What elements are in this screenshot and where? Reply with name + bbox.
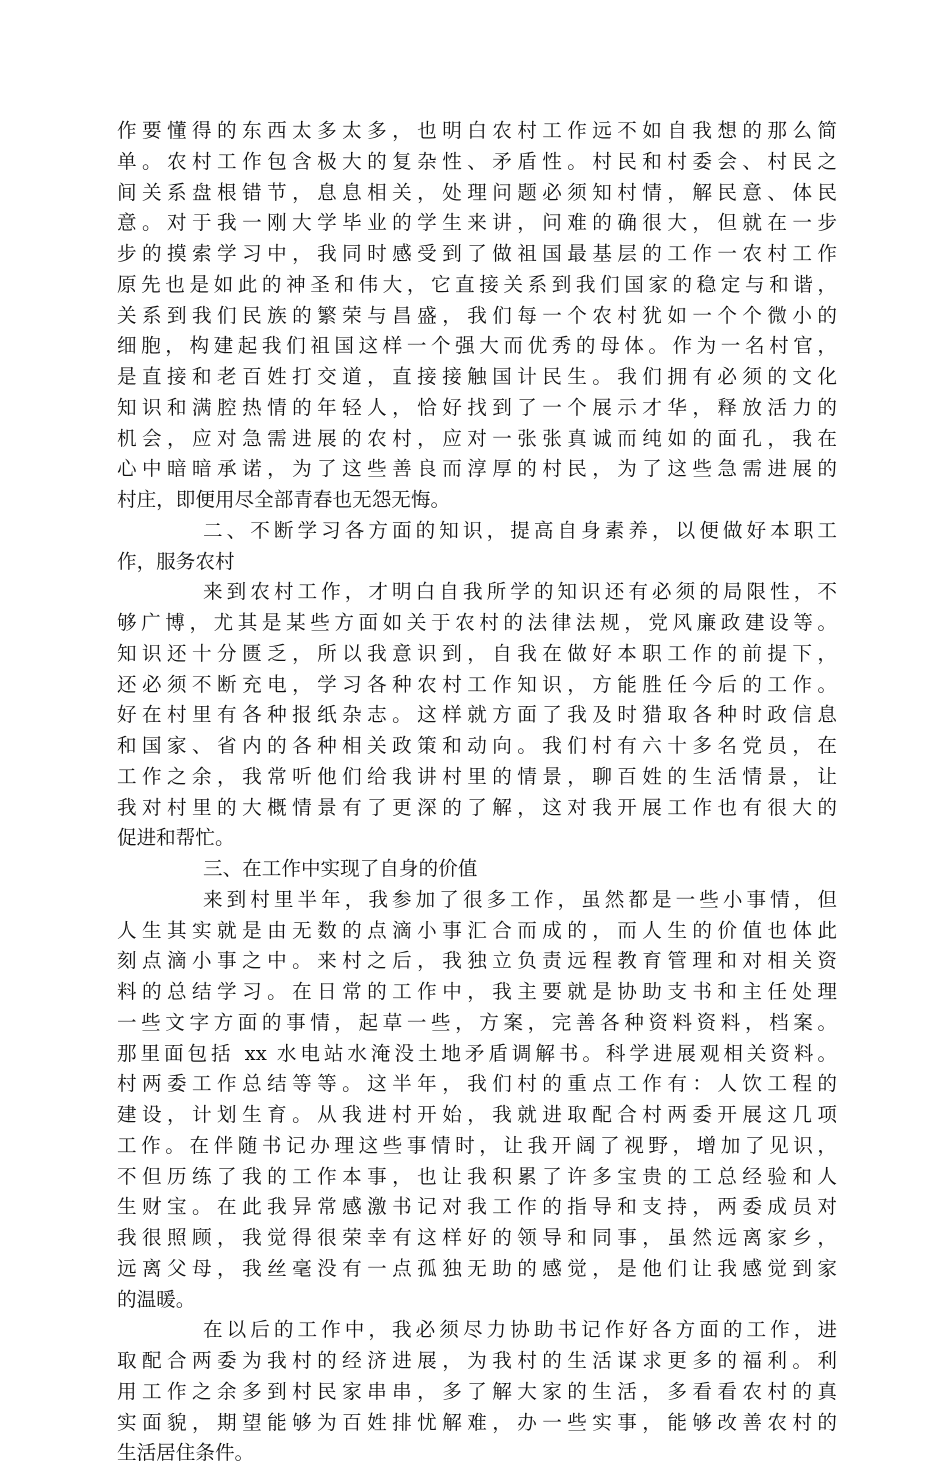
text-line: 不但历练了我的工作本事，也让我积累了许多宝贵的工总经验和人: [117, 1164, 837, 1188]
text-line: 还必须不断充电，学习各种农村工作知识，方能胜任今后的工作。: [117, 672, 837, 696]
text-line: 和国家、省内的各种相关政策和动向。我们村有六十多名党员，在: [117, 734, 837, 757]
text-line: 村庄，即便用尽全部青春也无怨无悔。: [117, 488, 451, 511]
text-line: 关系到我们民族的繁荣与昌盛，我们每一个农村犹如一个个微小的: [117, 303, 837, 327]
text-line: 心中暗暗承诺，为了这些善良而淳厚的村民，为了这些急需进展的: [117, 457, 837, 481]
text-line: 好在村里有各种报纸杂志。这样就方面了我及时猎取各种时政信息: [117, 703, 837, 727]
text-line: 来到农村工作，才明白自我所学的知识还有必须的局限性，不: [203, 580, 837, 604]
text-line: 实面貌，期望能够为百姓排忧解难，办一些实事，能够改善农村的: [117, 1410, 837, 1434]
text-line: 三、在工作中实现了自身的价值: [203, 857, 478, 880]
text-line: 生活居住条件。: [117, 1441, 255, 1465]
text-line: 工作之余，我常听他们给我讲村里的情景，聊百姓的生活情景，让: [117, 764, 837, 788]
text-line: 间关系盘根错节，息息相关，处理问题必须知村情，解民意、体民: [117, 180, 837, 204]
text-line: 建设，计划生育。从我进村开始，我就进取配合村两委开展这几项: [117, 1103, 837, 1126]
text-line: 工作。在伴随书记办理这些事情时，让我开阔了视野，增加了见识，: [117, 1133, 837, 1157]
text-line: 知识还十分匮乏，所以我意识到，自我在做好本职工作的前提下，: [117, 641, 837, 665]
text-line: 是直接和老百姓打交道，直接接触国计民生。我们拥有必须的文化: [117, 365, 837, 388]
text-line: 在以后的工作中，我必须尽力协助书记作好各方面的工作，进: [203, 1318, 837, 1342]
text-line: 步的摸索学习中，我同时感受到了做祖国最基层的工作一农村工作: [117, 242, 837, 265]
text-line: 原先也是如此的神圣和伟大，它直接关系到我们国家的稳定与和谐，: [117, 272, 837, 296]
text-line: 意。对于我一刚大学毕业的学生来讲，问难的确很大，但就在一步: [117, 211, 837, 235]
text-line: 促进和帮忙。: [117, 826, 235, 850]
document-body: [117, 116, 837, 1469]
text-line: 机会，应对急需进展的农村，应对一张张真诚而纯如的面孔，我在: [117, 426, 837, 450]
text-line: 取配合两委为我村的经济进展，为我村的生活谋求更多的福利。利: [117, 1349, 837, 1372]
text-line: 的温暖。: [117, 1287, 196, 1311]
text-line: 够广博，尤其是某些方面如关于农村的法律法规，党风廉政建设等。: [117, 611, 837, 634]
text-line: 刻点滴小事之中。来村之后，我独立负责远程教育管理和对相关资: [117, 949, 837, 973]
text-line: 知识和满腔热情的年轻人，恰好找到了一个展示才华，释放活力的: [117, 395, 837, 419]
text-line: 单。农村工作包含极大的复杂性、矛盾性。村民和村委会、村民之: [117, 149, 837, 173]
text-line: 用工作之余多到村民家串串，多了解大家的生活，多看看农村的真: [117, 1379, 837, 1403]
text-line: 生财宝。在此我异常感激书记对我工作的指导和支持，两委成员对: [117, 1195, 837, 1219]
text-line: 作，服务农村: [117, 549, 235, 573]
text-line: 远离父母，我丝毫没有一点孤独无助的感觉，是他们让我感觉到家: [117, 1256, 837, 1280]
text-line: 那里面包括 xx 水电站水淹没土地矛盾调解书。科学进展观相关资料。: [117, 1041, 837, 1065]
text-line: 料的总结学习。在日常的工作中，我主要就是协助支书和主任处理: [117, 980, 837, 1003]
text-line: 一些文字方面的事情，起草一些，方案，完善各种资料资料，档案。: [117, 1010, 837, 1034]
text-line: 来到村里半年，我参加了很多工作，虽然都是一些小事情，但: [203, 887, 837, 911]
text-line: 细胞，构建起我们祖国这样一个强大而优秀的母体。作为一名村官，: [117, 334, 837, 358]
text-line: 我对村里的大概情景有了更深的了解，这对我开展工作也有很大的: [117, 795, 837, 819]
text-line: 二、不断学习各方面的知识，提高自身素养，以便做好本职工: [203, 518, 837, 542]
text-line: 作要懂得的东西太多太多，也明白农村工作远不如自我想的那么简: [117, 119, 837, 142]
text-line: 人生其实就是由无数的点滴小事汇合而成的，而人生的价值也体此: [117, 918, 837, 942]
text-line: 我很照顾，我觉得很荣幸有这样好的领导和同事，虽然远离家乡，: [117, 1226, 837, 1249]
text-line: 村两委工作总结等等。这半年，我们村的重点工作有：人饮工程的: [117, 1072, 837, 1096]
